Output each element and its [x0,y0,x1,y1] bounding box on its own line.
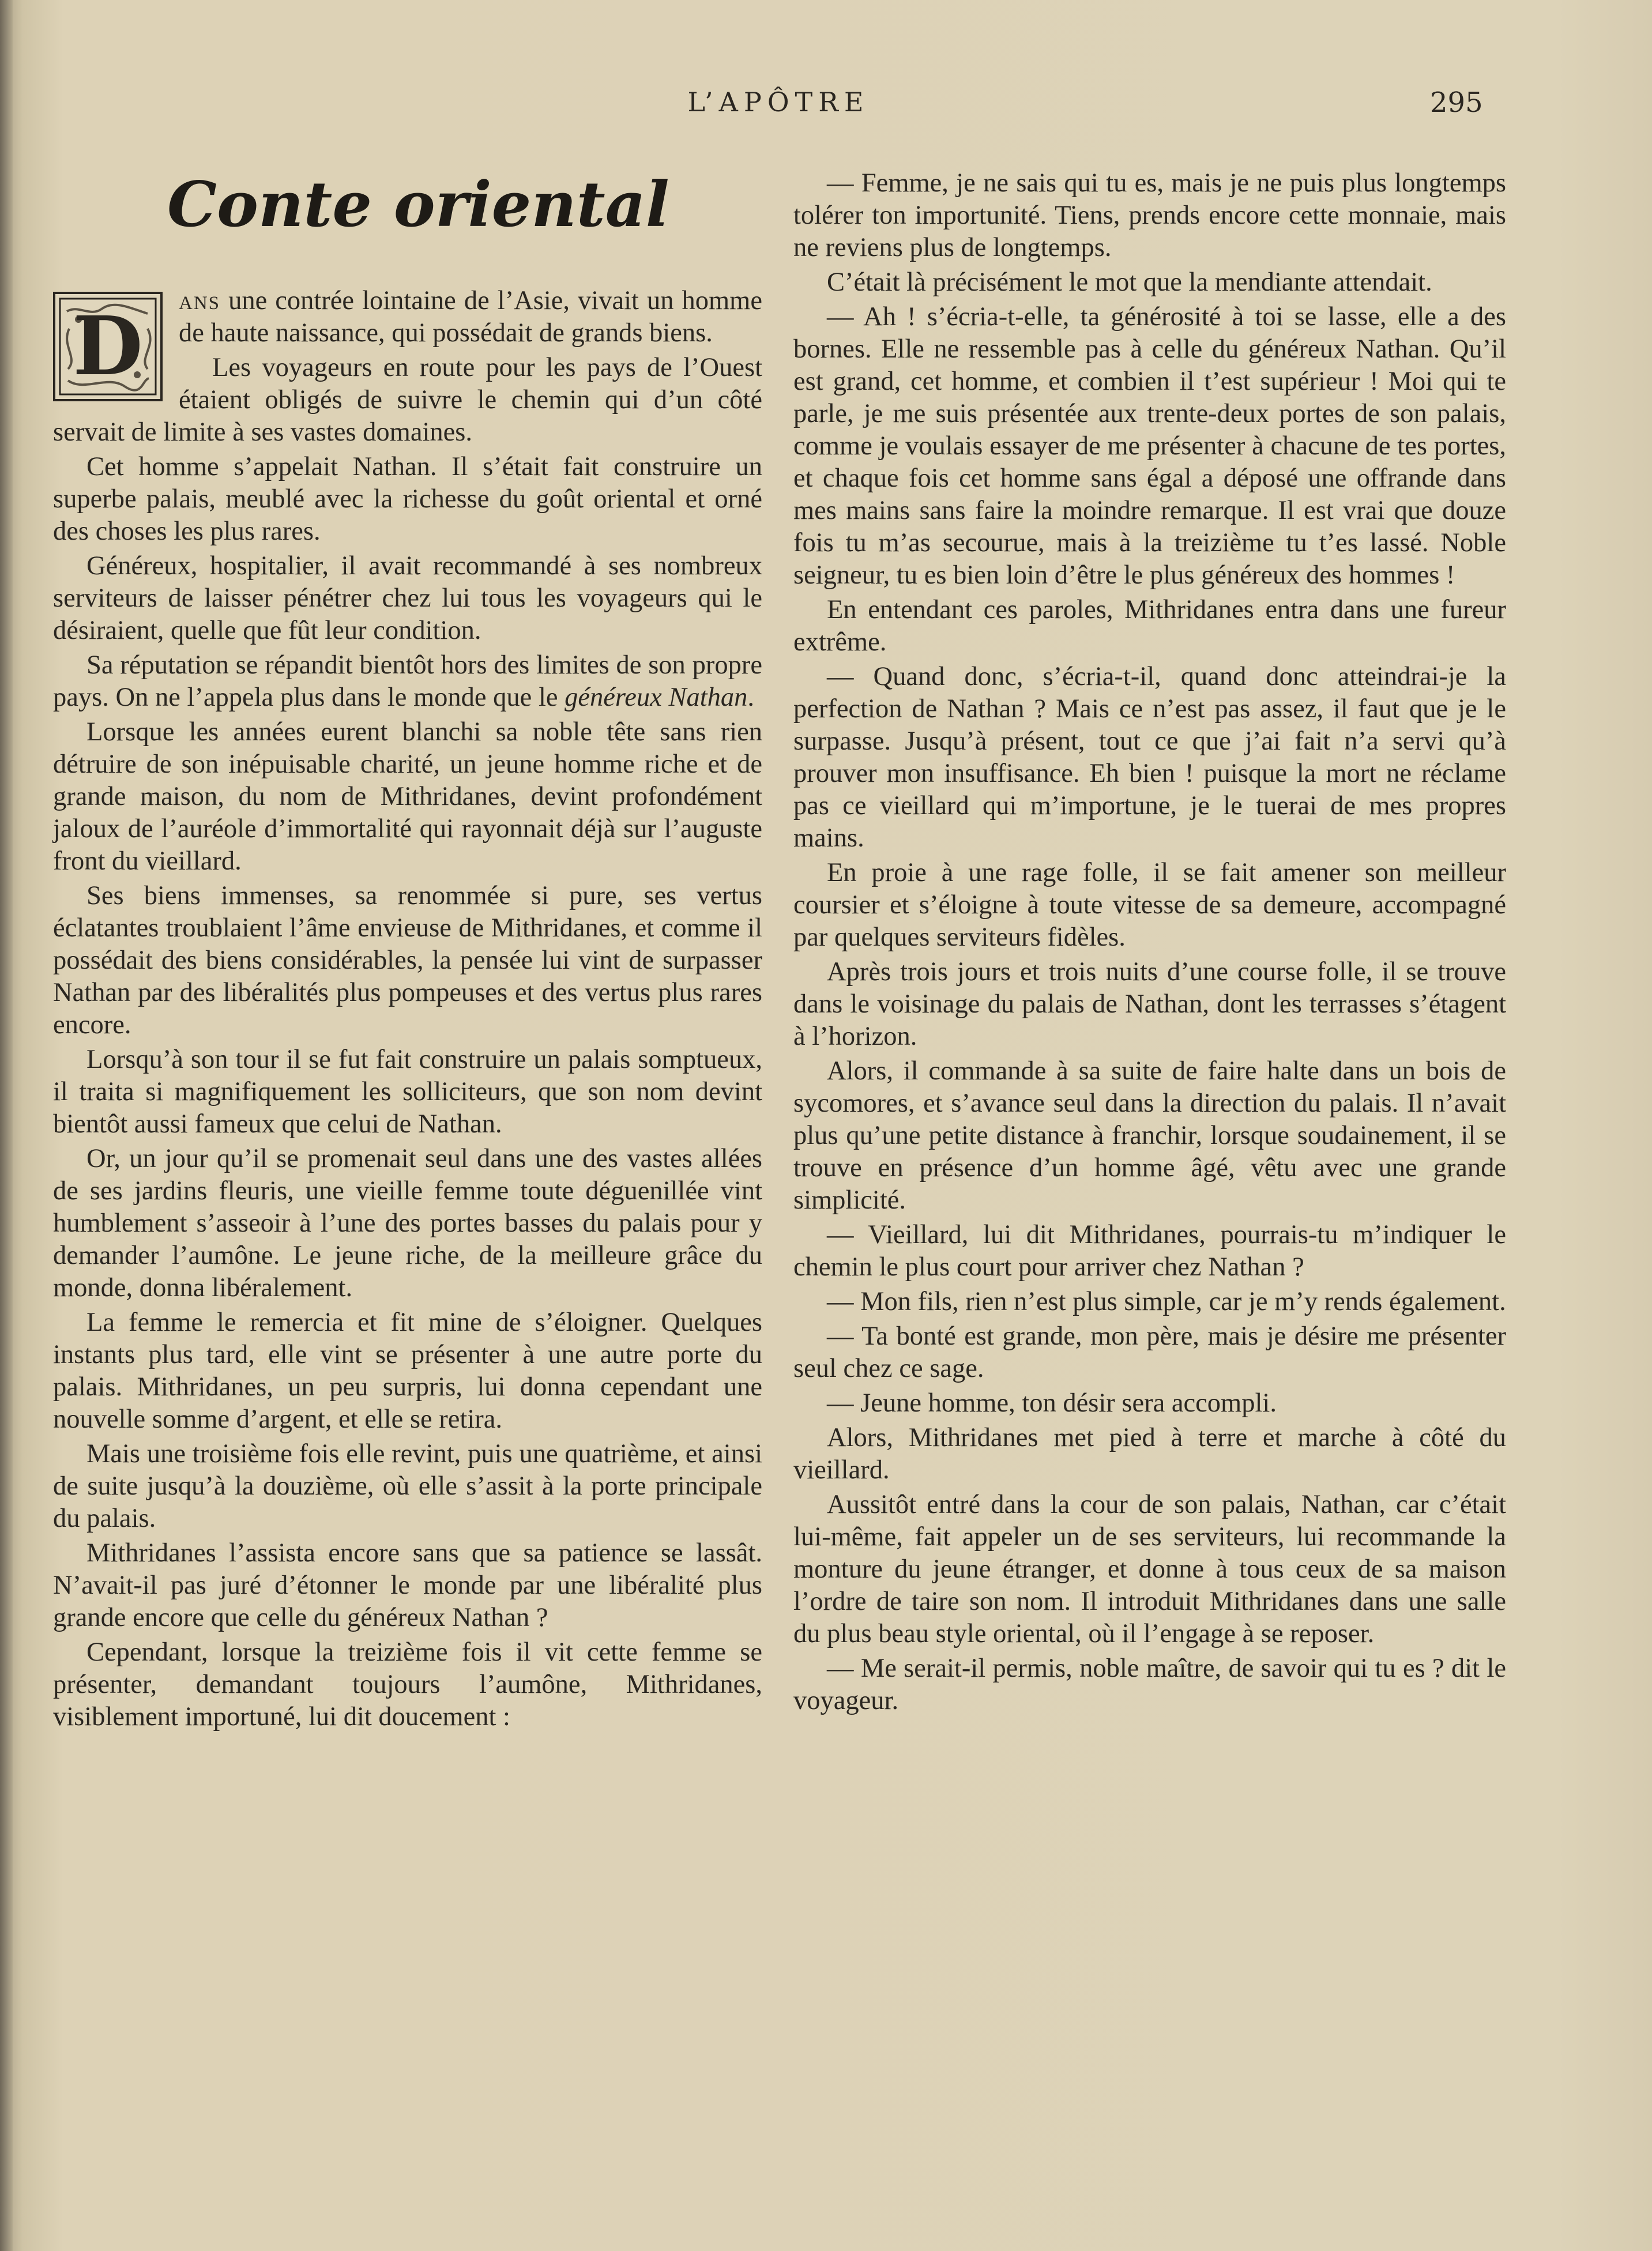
paragraph: Ses biens immenses, sa renommée si pure, ses vertus éclatantes troublaient l’âme envieuse de Mithridanes, et comme il possédait des biens considérables, la pensée lui vint de surpasser Nathan par des libéralités plus pompeuses et des vertus plus rares encore. [53,881,762,1040]
paragraph: Mais une troisième fois elle revint, puis une quatrième, et ainsi de suite jusqu’à la douzième, où elle s’assit à la porte principale du palais. [53,1439,762,1533]
paragraph: Aussitôt entré dans la cour de son palais, Nathan, car c’était lui-même, fait appeler un de ses serviteurs, lui recommande la monture du jeune étranger, et donne à tous ceux de sa maison l’ordre de taire son nom. Il introduit Mithridanes dans une salle du plus beau style oriental, où il l’engage à se reposer. [793,1490,1506,1648]
paragraph-text: Sa réputation se répandit bientôt hors des limites de son propre pays. On ne l’appela plus dans le monde que le [53,650,762,712]
paragraph: — Ah ! s’écria-t-elle, ta générosité à toi se lasse, elle a des bornes. Elle ne ressemble pas à celle du généreux Nathan. Qu’il est grand, cet homme, et combien il t’est supérieur ! Moi qui te parle, je me suis présentée aux trente-deux portes de son palais, comme je voulais essayer de me présenter à chacune de tes portes, et chaque fois cet homme sans égal a déposé une offrande dans mes mains sans faire la moindre remarque. Il est vrai que douze fois tu m’as secourue, mais à la treizième tu t’es lassé. Noble seigneur, tu es bien loin d’être le plus généreux des hommes ! [793,302,1506,590]
paragraph: Les voyageurs en route pour les pays de l’Ouest étaient obligés de suivre le chemin qui d’un côté servait de limite à ses vastes domaines. [53,353,762,447]
paragraph: — Mon fils, rien n’est plus simple, car je m’y rends également. [827,1287,1506,1316]
paragraph: En proie à une rage folle, il se fait amener son meilleur coursier et s’éloigne à toute vitesse de sa demeure, accompagné par quelques serviteurs fidèles. [793,858,1506,952]
paragraph: Généreux, hospitalier, il avait recommandé à ses nombreux serviteurs de laisser pénétrer chez lui tous les voyageurs qui le désiraient, quelle que fût leur condition. [53,551,762,645]
paragraph: La femme le remercia et fit mine de s’éloigner. Quelques instants plus tard, elle vint se présenter à une autre porte du palais. Mithridanes, un peu surpris, lui donna cependant une nouvelle somme d’argent, et elle se retira. [53,1308,762,1434]
article-title: Conte oriental [167,168,669,241]
paragraph: Alors, il commande à sa suite de faire halte dans un bois de sycomores, et s’avance seul dans la direction du palais. Il n’avait plus qu’une petite distance à franchir, lorsque soudainement, il se trouve en présence d’un homme âgé, vêtu avec une grande simplicité. [793,1056,1506,1215]
paragraph: — Femme, je ne sais qui tu es, mais je ne puis plus longtemps tolérer ton importunité. Tiens, prends encore cette monnaie, mais ne reviens plus de longtemps. [793,168,1506,262]
paragraph: C’était là précisément le mot que la mendiante attendait. [827,268,1432,297]
dropcap [53,292,163,401]
emphasized-name: généreux Nathan [565,683,748,712]
paragraph: Alors, Mithridanes met pied à terre et marche à côté du vieillard. [793,1423,1506,1485]
dropcap-letter: D [73,299,143,394]
paragraph [53,285,762,394]
paragraph-text: une contrée lointaine de l’Asie, vivait un homme de haute naissance, qui possédait de grands biens. [179,286,762,348]
paragraph: — Me serait-il permis, noble maître, de savoir qui tu es ? dit le voyageur. [793,1654,1506,1715]
paragraph: — Vieillard, lui dit Mithridanes, pourrais-tu m’indiquer le chemin le plus court pour arriver chez Nathan ? [793,1220,1506,1282]
paragraph: Cependant, lorsque la treizième fois il vit cette femme se présenter, demandant toujours l’aumône, Mithridanes, visiblement importuné, lui dit doucement : [53,1638,762,1731]
paragraph [53,649,762,714]
left-column [53,167,762,1736]
paragraph: — Jeune homme, ton désir sera accompli. [827,1388,1277,1418]
paragraph: Après trois jours et trois nuits d’une course folle, il se trouve dans le voisinage du palais de Nathan, dont les terrasses s’étagent à l’horizon. [793,957,1506,1051]
paragraph: — Quand donc, s’écria-t-il, quand donc atteindrai-je la perfection de Nathan ? Mais ce n’est pas assez, il faut que je le surpasse. Jusqu’à présent, tout ce que j’ai fait n’a servi qu’à prouver mon insuffisance. Eh bien ! puisque la mort ne réclame pas ce vieillard qui m’importune, je le tuerai de mes propres mains. [793,662,1506,853]
running-head: L’APÔTRE [687,86,870,118]
paragraph: Lorsque les années eurent blanchi sa noble tête sans rien détruire de son inépuisable charité, un jeune homme riche et de grande maison, du nom de Mithridanes, devint profondément jaloux de l’auréole d’immortalité qui rayonnait déjà sur l’auguste front du vieillard. [53,717,762,876]
paragraph: Lorsqu’à son tour il se fut fait construire un palais somptueux, il traita si magnifiquement les solliciteurs, que son nom devint bientôt aussi fameux que celui de Nathan. [53,1045,762,1139]
paragraph: Or, un jour qu’il se promenait seul dans une des vastes allées de ses jardins fleuris, une vieille femme toute déguenillée vint humblement s’asseoir à l’une des portes basses du palais pour y demander l’aumône. Le jeune riche, de la meilleure grâce du monde, donna libéralement. [53,1144,762,1303]
paragraph: En entendant ces paroles, Mithridanes entra dans une fureur extrême. [793,595,1506,657]
paragraph-text: . [747,683,755,712]
page-binding-shadow [0,0,13,2251]
first-word-rest: ans [179,286,221,315]
paragraph: Cet homme s’appelait Nathan. Il s’était fait construire un superbe palais, meublé avec la richesse du goût oriental et orné des choses les plus rares. [53,452,762,546]
page-number: 295 [1430,86,1483,119]
paragraph: Mithridanes l’assista encore sans que sa patience se lassât. N’avait-il pas juré d’étonner le monde par une libéralité plus grande encore que celle du généreux Nathan ? [53,1538,762,1632]
paragraph: — Ta bonté est grande, mon père, mais je désire me présenter seul chez ce sage. [793,1322,1506,1383]
right-column [793,167,1506,1719]
